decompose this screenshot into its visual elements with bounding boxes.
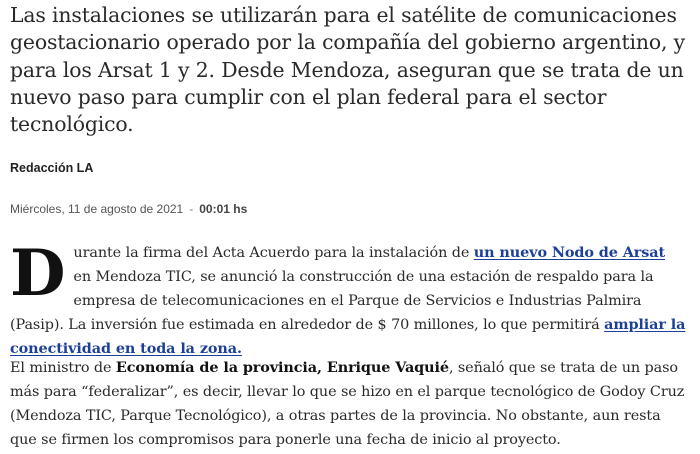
nodo-arsat-link[interactable]: un nuevo Nodo de Arsat (473, 244, 666, 261)
article-subtitle: Las instalaciones se utilizarán para el satélite de comunicaciones geostacionario operado por la compañía del gobierno argentino, y para los Arsat 1 y 2. Desde Mendoza, aseguran que se trata de un nuevo paso para cumplir con el plan federal para el sector tecnológico. (10, 3, 686, 137)
paragraph-text: , señaló que se trata de un paso más para “federalizar”, es decir, llevar lo que se hizo en el parque tecnológico de Godoy Cruz (Mendoza TIC, Parque Tecnológico), a otras partes de la provincia. No obstante, aun resta que se firmen los compromisos para ponerle una fecha de inicio al proyecto. (10, 360, 685, 448)
minister-name: Economía de la provincia, Enrique Vaquié (115, 359, 449, 376)
paragraph-text: El ministro de (10, 360, 116, 376)
publish-date: Miércoles, 11 de agosto de 2021 (10, 202, 184, 216)
article-byline: Redacción LA (10, 161, 94, 175)
date-separator: - (189, 202, 194, 216)
publish-time: 00:01 hs (199, 202, 248, 216)
article-paragraph-2 (10, 356, 686, 452)
paragraph-text: urante la firma del Acta Acuerdo para la instalación de (73, 245, 474, 261)
drop-cap: D (10, 236, 66, 311)
conectividad-link[interactable]: ampliar la conectividad en toda la zona. (10, 316, 686, 357)
article-paragraph-1 (10, 236, 686, 361)
article-dateline (10, 202, 247, 216)
paragraph-text: en Mendoza TIC, se anunció la construcción de una estación de respaldo para la empresa de telecomunicaciones en el Parque de Servicios e Industrias Palmira (Pasip). La inversión fue estimada en alrededor de $ 70 millones, lo que permitirá (10, 269, 654, 333)
